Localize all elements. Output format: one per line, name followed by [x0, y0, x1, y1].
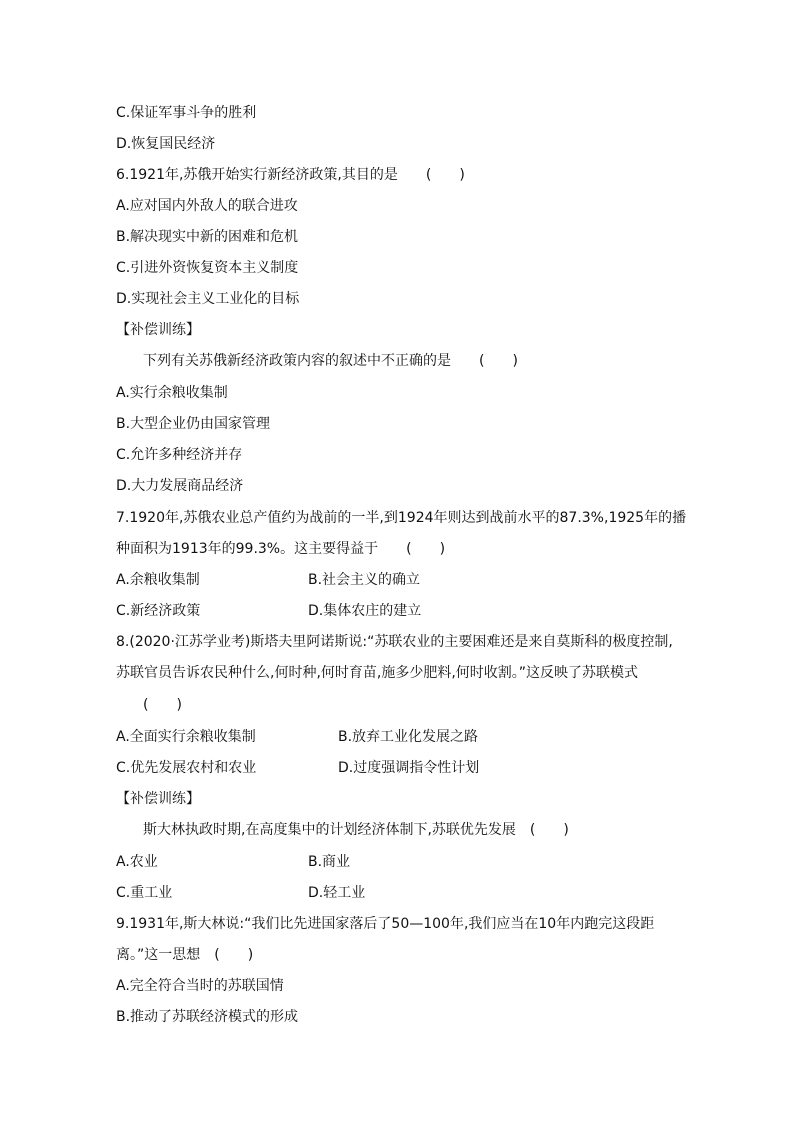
question-8-line-2: 苏联官员告诉农民种什么,何时种,何时育苗,施多少肥料,何时收割。”这反映了苏联模式 [116, 665, 639, 681]
supplement-heading: 【补偿训练】 [116, 322, 200, 338]
option-b-q8: B.放弃工业化发展之路 [338, 729, 479, 745]
supplement-option-c: C.允许多种经济并存 [116, 447, 243, 463]
option-c-q8: C.优先发展农村和农业 [116, 760, 257, 776]
option-d-q6: D.实现社会主义工业化的目标 [116, 291, 300, 307]
option-d-q8: D.过度强调指令性计划 [338, 760, 480, 776]
supplement2-option-b: B.商业 [308, 854, 351, 870]
option-d-q7: D.集体农庄的建立 [308, 603, 422, 619]
supplement-heading-2: 【补偿训练】 [116, 791, 200, 807]
option-a-q8: A.全面实行余粮收集制 [116, 729, 256, 745]
supplement2-option-c: C.重工业 [116, 885, 173, 901]
supplement-option-b: B.大型企业仍由国家管理 [116, 416, 271, 432]
option-b-q7: B.社会主义的确立 [308, 572, 421, 588]
option-c-q6: C.引进外资恢复资本主义制度 [116, 260, 299, 276]
supplement-option-a: A.实行余粮收集制 [116, 385, 228, 401]
option-a-q7: A.余粮收集制 [116, 572, 200, 588]
option-a-q9: A.完全符合当时的苏联国情 [116, 978, 284, 994]
option-b-q9: B.推动了苏联经济模式的形成 [116, 1009, 299, 1025]
question-6: 6.1921年,苏俄开始实行新经济政策,其目的是 ( ) [116, 167, 465, 183]
option-c-q7: C.新经济政策 [116, 603, 201, 619]
supplement-question-2: 斯大林执政时期,在高度集中的计划经济体制下,苏联优先发展 ( ) [143, 822, 569, 838]
question-9-line-2: 离。”这一思想 ( ) [116, 947, 254, 963]
option-a-q6: A.应对国内外敌人的联合进攻 [116, 198, 298, 214]
question-7-line-1: 7.1920年,苏俄农业总产值约为战前的一半,到1924年则达到战前水平的87.3%,1925年的播 [116, 510, 687, 526]
question-8-line-1: 8.(2020·江苏学业考)斯塔夫里阿诺斯说:“苏联农业的主要困难还是来自莫斯科的极度控制, [116, 634, 673, 650]
option-b-q6: B.解决现实中新的困难和危机 [116, 229, 299, 245]
option-d-q5: D.恢复国民经济 [116, 136, 216, 152]
option-c-q5: C.保证军事斗争的胜利 [116, 105, 257, 121]
question-8-answer-paren: ( ) [143, 697, 182, 713]
supplement2-option-d: D.轻工业 [308, 885, 366, 901]
supplement-question: 下列有关苏俄新经济政策内容的叙述中不正确的是 ( ) [143, 353, 518, 369]
question-9-line-1: 9.1931年,斯大林说:“我们比先进国家落后了50—100年,我们应当在10年内跑完这段距 [116, 916, 655, 932]
question-7-line-2: 种面积为1913年的99.3%。这主要得益于 ( ) [116, 541, 446, 557]
supplement-option-d: D.大力发展商品经济 [116, 478, 244, 494]
supplement2-option-a: A.农业 [116, 854, 158, 870]
